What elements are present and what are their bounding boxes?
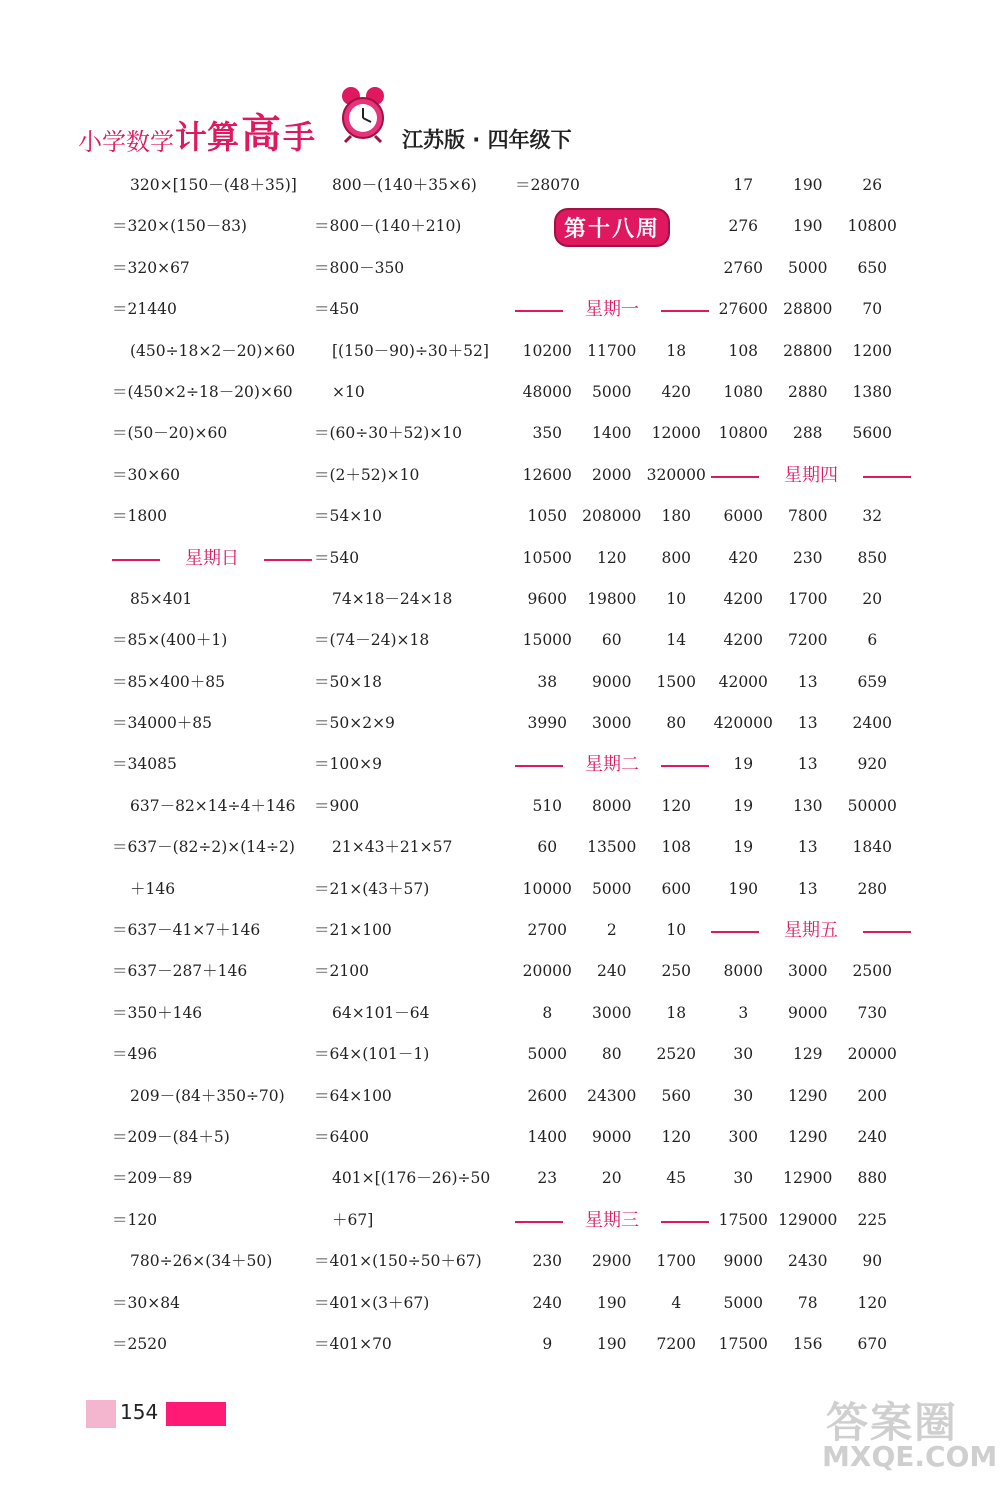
answer-cell: 13 bbox=[797, 672, 818, 691]
answer-cell: 13 bbox=[797, 714, 818, 733]
answer-row bbox=[711, 248, 911, 289]
calculation-line: 64×101－64 bbox=[332, 1003, 430, 1022]
answer-cell: 1400 bbox=[527, 1127, 567, 1146]
answer-cell: 320000 bbox=[646, 465, 706, 484]
answer-cell: 9000 bbox=[723, 1252, 763, 1271]
answer-cell: 6 bbox=[867, 631, 878, 650]
book-title-word-1: 计算 bbox=[175, 118, 240, 156]
answer-cell: 420000 bbox=[713, 714, 773, 733]
calculation-line: ＝21×(43＋57) bbox=[314, 879, 430, 898]
answer-cell: 5000 bbox=[592, 879, 632, 898]
answer-row bbox=[711, 331, 911, 372]
week-label: 第十八周 bbox=[554, 208, 670, 247]
calculation-line: ＝64×(101－1) bbox=[314, 1045, 430, 1064]
calculation-line: ＝401×(3＋67) bbox=[314, 1293, 430, 1312]
watermark bbox=[812, 1390, 998, 1480]
page-header bbox=[78, 100, 678, 160]
answer-cell: 730 bbox=[857, 1003, 888, 1022]
answer-cell: 1380 bbox=[852, 382, 892, 401]
answer-row bbox=[711, 1283, 911, 1324]
answer-cell: 2880 bbox=[788, 382, 828, 401]
answer-cell: 300 bbox=[728, 1127, 759, 1146]
answer-cell: 80 bbox=[601, 1045, 622, 1064]
calculation-line: ＝85×(400＋1) bbox=[112, 631, 228, 650]
answer-cell: 8000 bbox=[723, 962, 763, 981]
answer-cell: 120 bbox=[661, 796, 692, 815]
answer-cell: 17500 bbox=[718, 1334, 768, 1353]
answer-cell: 156 bbox=[792, 1334, 823, 1353]
answer-cell: 42000 bbox=[718, 672, 768, 691]
calculation-line: ＝21440 bbox=[112, 300, 177, 319]
answer-row bbox=[711, 579, 911, 620]
answer-cell: 9000 bbox=[592, 672, 632, 691]
calculation-line: ＝1800 bbox=[112, 507, 167, 526]
answer-cell: 38 bbox=[537, 672, 558, 691]
answer-cell: 180 bbox=[661, 507, 692, 526]
answer-row bbox=[711, 1034, 911, 1075]
answer-cell: 350 bbox=[532, 424, 563, 443]
calculation-line: ＝900 bbox=[314, 796, 360, 815]
answer-cell: 48000 bbox=[522, 382, 572, 401]
calculation-line: ＝(50－20)×60 bbox=[112, 424, 228, 443]
calculation-line: (450÷18×2－20)×60 bbox=[130, 341, 296, 360]
calculation-line: ＝209－(84＋5) bbox=[112, 1127, 230, 1146]
answer-cell: 7200 bbox=[788, 631, 828, 650]
calculation-line: ＋146 bbox=[130, 879, 176, 898]
answer-cell: 4200 bbox=[723, 589, 763, 608]
calculation-line: ＝28070 bbox=[515, 176, 580, 194]
answer-row bbox=[711, 1200, 911, 1241]
calculation-line: 74×18－24×18 bbox=[332, 589, 453, 608]
answer-cell: 28800 bbox=[783, 300, 833, 319]
answer-cell: 60 bbox=[601, 631, 622, 650]
answer-cell: 659 bbox=[857, 672, 888, 691]
answer-cell: 130 bbox=[792, 796, 823, 815]
answer-row bbox=[711, 413, 911, 454]
answer-row bbox=[515, 827, 709, 868]
answer-cell: 10800 bbox=[847, 217, 897, 236]
answer-cell: 800 bbox=[661, 548, 692, 567]
calculation-line: ＝(74－24)×18 bbox=[314, 631, 430, 650]
answer-cell: 1500 bbox=[656, 672, 696, 691]
calculation-line: ＝50×18 bbox=[314, 672, 382, 691]
answer-row bbox=[711, 165, 911, 206]
answer-cell: 9600 bbox=[527, 589, 567, 608]
page-number: 154 bbox=[120, 1400, 159, 1424]
answer-row bbox=[515, 1158, 709, 1199]
week-badge bbox=[515, 206, 709, 247]
answer-cell: 28800 bbox=[783, 341, 833, 360]
calculation-line: ＝320×(150－83) bbox=[112, 217, 247, 236]
answer-cell: 108 bbox=[661, 838, 692, 857]
calculation-line: ＋67] bbox=[332, 1210, 374, 1229]
answer-cell: 20 bbox=[601, 1169, 622, 1188]
answer-cell: 10 bbox=[666, 589, 687, 608]
calculation-line: 637－82×14÷4＋146 bbox=[130, 796, 296, 815]
calculation-line: ＝450 bbox=[314, 300, 360, 319]
answer-cell: 1840 bbox=[852, 838, 892, 857]
calculation-line: ＝34000＋85 bbox=[112, 714, 213, 733]
calculation-line: ＝2520 bbox=[112, 1334, 167, 1353]
answer-cell: 288 bbox=[792, 424, 823, 443]
answer-cell: 850 bbox=[857, 548, 888, 567]
answer-cell: 5000 bbox=[527, 1045, 567, 1064]
answer-row bbox=[515, 620, 709, 661]
calculation-line: 401×[(176－26)÷50 bbox=[332, 1169, 491, 1188]
answer-cell: 10 bbox=[666, 921, 687, 940]
answer-cell: 250 bbox=[661, 962, 692, 981]
answer-cell: 4200 bbox=[723, 631, 763, 650]
answer-cell: 280 bbox=[857, 879, 888, 898]
answer-cell: 230 bbox=[532, 1252, 563, 1271]
answer-cell: 12000 bbox=[651, 424, 701, 443]
column-2 bbox=[314, 165, 514, 1365]
answer-cell: 11700 bbox=[587, 341, 637, 360]
answer-row bbox=[711, 1158, 911, 1199]
calculation-line: ＝637－41×7＋146 bbox=[112, 921, 261, 940]
answer-cell: 14 bbox=[666, 631, 687, 650]
alarm-clock-icon bbox=[331, 82, 395, 146]
calculation-line: ＝85×400＋85 bbox=[112, 672, 226, 691]
answer-cell: 17 bbox=[733, 176, 754, 194]
answer-cell: 670 bbox=[857, 1334, 888, 1353]
answer-row bbox=[515, 869, 709, 910]
answer-row bbox=[515, 1324, 709, 1365]
answer-cell: 120 bbox=[857, 1293, 888, 1312]
answer-row bbox=[515, 951, 709, 992]
watermark-text: 答案圈 bbox=[826, 1398, 959, 1447]
calculation-line: ×10 bbox=[332, 382, 365, 401]
answer-cell: 2400 bbox=[852, 714, 892, 733]
book-title-word-3: 手 bbox=[283, 118, 316, 156]
calculation-line: [(150－90)÷30＋52] bbox=[332, 341, 489, 360]
calculation-line: ＝800－350 bbox=[314, 258, 405, 277]
answer-cell: 60 bbox=[537, 838, 558, 857]
answer-row bbox=[711, 206, 911, 247]
answer-cell: 3000 bbox=[788, 962, 828, 981]
answer-cell: 10000 bbox=[522, 879, 572, 898]
answer-cell: 420 bbox=[728, 548, 759, 567]
answer-cell: 13500 bbox=[587, 838, 637, 857]
answer-row bbox=[515, 910, 709, 951]
answer-cell: 12900 bbox=[783, 1169, 833, 1188]
answer-cell: 3990 bbox=[527, 714, 567, 733]
answer-cell: 5000 bbox=[788, 258, 828, 277]
calculation-line: ＝34085 bbox=[112, 755, 177, 774]
answer-cell: 108 bbox=[728, 341, 759, 360]
calculation-line: ＝209－89 bbox=[112, 1169, 193, 1188]
answer-cell: 1290 bbox=[788, 1127, 828, 1146]
answer-cell: 13 bbox=[797, 838, 818, 857]
answer-cell: 30 bbox=[733, 1086, 754, 1105]
answer-cell: 24300 bbox=[587, 1086, 637, 1105]
day-heading: 星期二 bbox=[515, 744, 709, 785]
answer-cell: 240 bbox=[857, 1127, 888, 1146]
column-4 bbox=[711, 165, 911, 1365]
footer-color-bar bbox=[166, 1402, 226, 1426]
answer-cell: 17500 bbox=[718, 1210, 768, 1229]
book-title-prefix: 小学数学 bbox=[78, 128, 174, 156]
answer-cell: 240 bbox=[532, 1293, 563, 1312]
answer-cell: 5000 bbox=[723, 1293, 763, 1312]
answer-row bbox=[515, 703, 709, 744]
calculation-line: 780÷26×(34＋50) bbox=[130, 1252, 273, 1271]
answer-cell: 2 bbox=[606, 921, 617, 940]
answer-cell: 20000 bbox=[522, 962, 572, 981]
calculation-line: ＝320×67 bbox=[112, 258, 190, 277]
answer-cell: 650 bbox=[857, 258, 888, 277]
answer-cell: 18 bbox=[666, 1003, 687, 1022]
answer-row bbox=[711, 827, 911, 868]
answer-cell: 45 bbox=[666, 1169, 687, 1188]
answer-cell: 1050 bbox=[527, 507, 567, 526]
answer-cell: 4 bbox=[671, 1293, 682, 1312]
calculation-line: ＝30×60 bbox=[112, 465, 180, 484]
calculation-line: ＝(450×2÷18－20)×60 bbox=[112, 382, 293, 401]
book-title-word-2: 高 bbox=[241, 111, 281, 157]
answer-cell: 1290 bbox=[788, 1086, 828, 1105]
answer-cell: 2900 bbox=[592, 1252, 632, 1271]
calculation-line: ＝30×84 bbox=[112, 1293, 180, 1312]
answer-cell: 1400 bbox=[592, 424, 632, 443]
answer-row bbox=[711, 1076, 911, 1117]
answer-cell: 19800 bbox=[587, 589, 637, 608]
watermark-url: MXQE.COM bbox=[822, 1440, 998, 1473]
answer-row bbox=[515, 331, 709, 372]
answer-cell: 1200 bbox=[852, 341, 892, 360]
calculation-line: ＝21×100 bbox=[314, 921, 392, 940]
calculation-line: ＝350＋146 bbox=[112, 1003, 203, 1022]
answer-cell: 2700 bbox=[527, 921, 567, 940]
answer-cell: 3000 bbox=[592, 1003, 632, 1022]
answer-row bbox=[515, 786, 709, 827]
answer-cell: 208000 bbox=[582, 507, 642, 526]
answer-cell: 1080 bbox=[723, 382, 763, 401]
answer-cell: 276 bbox=[728, 217, 759, 236]
answer-cell: 230 bbox=[792, 548, 823, 567]
answer-cell: 5600 bbox=[852, 424, 892, 443]
answer-cell: 190 bbox=[792, 217, 823, 236]
answer-cell: 70 bbox=[862, 300, 883, 319]
answer-cell: 120 bbox=[661, 1127, 692, 1146]
answer-cell: 7800 bbox=[788, 507, 828, 526]
answer-cell: 6000 bbox=[723, 507, 763, 526]
answer-cell: 2430 bbox=[788, 1252, 828, 1271]
answer-row bbox=[711, 951, 911, 992]
answer-cell: 20000 bbox=[847, 1045, 897, 1064]
answer-cell: 23 bbox=[537, 1169, 558, 1188]
day-heading: 星期日 bbox=[112, 538, 312, 579]
calculation-line: ＝64×100 bbox=[314, 1086, 392, 1105]
answer-cell: 1700 bbox=[656, 1252, 696, 1271]
answer-cell: 19 bbox=[733, 838, 754, 857]
answer-row bbox=[711, 993, 911, 1034]
day-heading: 星期一 bbox=[515, 289, 709, 330]
answer-row bbox=[711, 372, 911, 413]
answer-cell: 18 bbox=[666, 341, 687, 360]
answer-cell: 200 bbox=[857, 1086, 888, 1105]
answer-cell: 50000 bbox=[847, 796, 897, 815]
answer-row bbox=[711, 538, 911, 579]
day-heading: 星期五 bbox=[711, 910, 911, 951]
calculation-line: ＝120 bbox=[112, 1210, 158, 1229]
answer-row bbox=[515, 248, 709, 289]
answer-row bbox=[515, 1283, 709, 1324]
answer-row bbox=[711, 1117, 911, 1158]
answer-row bbox=[711, 869, 911, 910]
footer-decoration bbox=[86, 1400, 116, 1428]
answer-cell: 9000 bbox=[592, 1127, 632, 1146]
answer-cell: 26 bbox=[862, 176, 883, 194]
answer-cell: 19 bbox=[733, 755, 754, 774]
answer-row bbox=[515, 372, 709, 413]
answer-cell: 2600 bbox=[527, 1086, 567, 1105]
answer-row bbox=[515, 413, 709, 454]
answer-cell: 13 bbox=[797, 879, 818, 898]
calculation-line: ＝54×10 bbox=[314, 507, 382, 526]
calculation-line: ＝100×9 bbox=[314, 755, 382, 774]
calculation-line: ＝800－(140＋210) bbox=[314, 217, 462, 236]
answer-cell: 129000 bbox=[778, 1210, 838, 1229]
answer-cell: 920 bbox=[857, 755, 888, 774]
edition-label: 江苏版 · 四年级下 bbox=[402, 128, 572, 152]
answer-cell: 880 bbox=[857, 1169, 888, 1188]
column-1 bbox=[112, 165, 312, 1365]
answer-cell: 225 bbox=[857, 1210, 888, 1229]
answer-row bbox=[515, 496, 709, 537]
answer-cell: 8000 bbox=[592, 796, 632, 815]
answer-cell: 600 bbox=[661, 879, 692, 898]
answer-cell: 13 bbox=[797, 755, 818, 774]
calculation-line: ＝2100 bbox=[314, 962, 369, 981]
calculation-line: ＝637－(82÷2)×(14÷2) bbox=[112, 838, 295, 857]
answer-row bbox=[711, 289, 911, 330]
day-heading: 星期四 bbox=[711, 455, 911, 496]
calculation-line: 320×[150－(48＋35)] bbox=[130, 176, 297, 194]
answer-cell: 190 bbox=[728, 879, 759, 898]
answer-cell: 190 bbox=[792, 176, 823, 194]
answer-cell: 510 bbox=[532, 796, 563, 815]
answer-cell: 190 bbox=[596, 1293, 627, 1312]
answer-cell: 78 bbox=[797, 1293, 818, 1312]
calculation-line: ＝637－287＋146 bbox=[112, 962, 248, 981]
calculation-line: ＝401×70 bbox=[314, 1334, 392, 1353]
answer-cell: 80 bbox=[666, 714, 687, 733]
answer-cell: 7200 bbox=[656, 1334, 696, 1353]
answer-cell: 10800 bbox=[718, 424, 768, 443]
calculation-line: 21×43＋21×57 bbox=[332, 838, 453, 857]
answer-cell: 240 bbox=[596, 962, 627, 981]
answer-row bbox=[711, 786, 911, 827]
answer-row bbox=[711, 703, 911, 744]
answer-cell: 15000 bbox=[522, 631, 572, 650]
answer-cell: 3000 bbox=[592, 714, 632, 733]
answer-row bbox=[711, 496, 911, 537]
answer-cell: 190 bbox=[596, 1334, 627, 1353]
calculation-line: ＝(2＋52)×10 bbox=[314, 465, 420, 484]
calculation-line: ＝6400 bbox=[314, 1127, 369, 1146]
answer-row bbox=[515, 455, 709, 496]
answer-cell: 560 bbox=[661, 1086, 692, 1105]
answer-cell: 2500 bbox=[852, 962, 892, 981]
answer-cell: 10200 bbox=[522, 341, 572, 360]
answer-cell: 8 bbox=[542, 1003, 553, 1022]
page-footer bbox=[86, 1398, 226, 1428]
answer-cell: 129 bbox=[792, 1045, 823, 1064]
answer-row bbox=[711, 620, 911, 661]
answer-row bbox=[515, 993, 709, 1034]
answer-cell: 12600 bbox=[522, 465, 572, 484]
calculation-line: ＝401×(150÷50＋67) bbox=[314, 1252, 482, 1271]
day-heading: 星期三 bbox=[515, 1200, 709, 1241]
answer-cell: 27600 bbox=[718, 300, 768, 319]
calculation-line: 85×401 bbox=[130, 589, 193, 608]
answer-cell: 9 bbox=[542, 1334, 553, 1353]
answer-cell: 9000 bbox=[788, 1003, 828, 1022]
answer-row bbox=[515, 538, 709, 579]
answer-cell: 2760 bbox=[723, 258, 763, 277]
calculation-line: ＝496 bbox=[112, 1045, 158, 1064]
answer-cell: 20 bbox=[862, 589, 883, 608]
answer-row bbox=[515, 662, 709, 703]
calculation-line: 800－(140＋35×6) bbox=[332, 176, 477, 194]
answer-cell: 30 bbox=[733, 1169, 754, 1188]
answer-cell: 3 bbox=[738, 1003, 749, 1022]
answer-row bbox=[515, 579, 709, 620]
answer-cell: 2520 bbox=[656, 1045, 696, 1064]
answer-cell: 10500 bbox=[522, 548, 572, 567]
column-3 bbox=[515, 165, 709, 1365]
answer-row bbox=[711, 744, 911, 785]
answer-cell: 420 bbox=[661, 382, 692, 401]
calculation-line: ＝540 bbox=[314, 548, 360, 567]
answer-cell: 30 bbox=[733, 1045, 754, 1064]
answer-cell: 120 bbox=[596, 548, 627, 567]
calculation-line: ＝(60÷30＋52)×10 bbox=[314, 424, 462, 443]
answer-row bbox=[515, 1034, 709, 1075]
answer-cell: 2000 bbox=[592, 465, 632, 484]
answer-cell: 90 bbox=[862, 1252, 883, 1271]
calculation-line: 209－(84＋350÷70) bbox=[130, 1086, 285, 1105]
answer-row bbox=[711, 662, 911, 703]
answer-cell: 19 bbox=[733, 796, 754, 815]
answer-row bbox=[711, 1241, 911, 1282]
answer-cell: 32 bbox=[862, 507, 883, 526]
answer-row bbox=[515, 1117, 709, 1158]
answer-row bbox=[515, 1076, 709, 1117]
answer-cell: 5000 bbox=[592, 382, 632, 401]
answer-row bbox=[711, 1324, 911, 1365]
answer-cell: 1700 bbox=[788, 589, 828, 608]
calculation-line: ＝50×2×9 bbox=[314, 714, 395, 733]
answer-row bbox=[515, 1241, 709, 1282]
